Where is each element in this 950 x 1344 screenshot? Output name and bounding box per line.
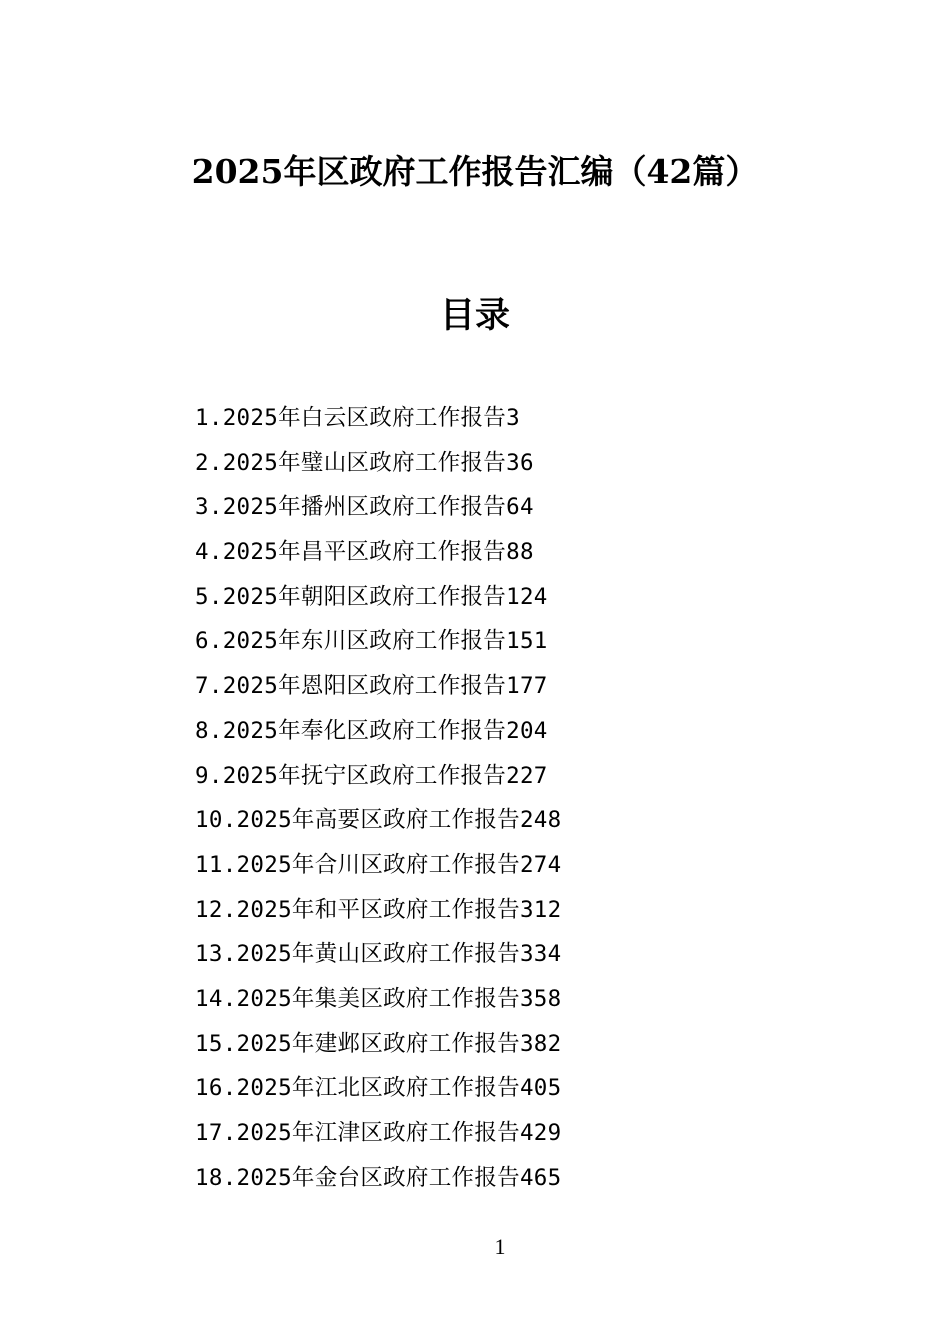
toc-entry-title: 2025年白云区政府工作报告 [222,405,507,431]
page-number: 1 [494,1234,506,1259]
toc-entry-number: 5. [195,583,223,610]
toc-entry-page: 64 [506,494,534,521]
toc-entry-number: 17. [195,1120,237,1146]
toc-entry[interactable] [195,932,561,977]
toc-entry-title: 2025年江津区政府工作报告 [236,1120,520,1146]
toc-entry-title: 2025年高要区政府工作报告 [236,807,520,834]
toc-entry-number: 10. [195,807,237,834]
toc-entry[interactable] [195,754,561,799]
toc-entry-number: 9. [195,762,223,789]
toc-entry-number: 11. [195,851,237,878]
table-of-contents [195,396,561,1200]
toc-entry[interactable] [195,485,561,530]
toc-entry-title: 2025年东川区政府工作报告 [222,628,507,655]
toc-entry-number: 18. [195,1164,237,1191]
toc-entry-title: 2025年奉化区政府工作报告 [222,717,507,744]
document-title: 2025年区政府工作报告汇编（42篇） [191,152,759,192]
toc-entry-number: 1. [195,405,223,431]
toc-entry-number: 12. [195,896,237,923]
toc-entry-page: 334 [519,941,562,968]
toc-entry-title: 2025年黄山区政府工作报告 [236,941,520,968]
toc-entry-title: 2025年金台区政府工作报告 [236,1164,520,1191]
toc-entry-title: 2025年朝阳区政府工作报告 [222,583,507,610]
toc-entry[interactable] [195,709,561,754]
toc-entry-number: 16. [195,1075,237,1102]
toc-entry-page: 227 [506,762,548,789]
toc-entry-page: 429 [519,1120,562,1146]
toc-entry-page: 248 [519,807,562,834]
toc-entry[interactable] [195,1111,561,1156]
toc-entry[interactable] [195,1022,561,1067]
toc-entry[interactable] [195,441,561,486]
toc-entry[interactable] [195,798,561,843]
toc-entry-title: 2025年璧山区政府工作报告 [222,449,507,476]
toc-entry-number: 8. [195,717,223,744]
toc-entry-number: 6. [195,628,223,655]
toc-entry[interactable] [195,664,561,709]
toc-entry-number: 13. [195,941,237,968]
toc-entry-page: 274 [519,851,562,878]
toc-entry-page: 405 [519,1075,562,1102]
toc-entry-number: 3. [195,494,223,521]
toc-entry-page: 3 [506,405,520,431]
toc-entry-title: 2025年和平区政府工作报告 [236,896,520,923]
toc-entry-page: 312 [519,896,562,923]
toc-entry[interactable] [195,1066,561,1111]
toc-entry[interactable] [195,1156,561,1201]
toc-entry-number: 15. [195,1030,237,1057]
toc-entry-page: 124 [506,583,548,610]
toc-entry[interactable] [195,530,561,575]
toc-entry-title: 2025年昌平区政府工作报告 [222,539,507,566]
toc-entry-title: 2025年合川区政府工作报告 [236,851,520,878]
toc-entry-page: 204 [506,717,548,744]
toc-entry[interactable] [195,575,561,620]
toc-entry-page: 358 [519,985,562,1012]
toc-entry-page: 382 [519,1030,562,1057]
toc-entry-page: 88 [506,539,534,566]
toc-entry-page: 465 [519,1164,562,1191]
toc-entry[interactable] [195,396,561,441]
toc-entry[interactable] [195,888,561,933]
toc-entry-title: 2025年恩阳区政府工作报告 [222,673,507,700]
toc-entry[interactable] [195,843,561,888]
toc-entry[interactable] [195,977,561,1022]
toc-entry-page: 151 [506,628,548,655]
toc-entry-title: 2025年建邺区政府工作报告 [236,1030,520,1057]
toc-entry-page: 36 [506,449,534,476]
toc-entry-number: 2. [195,449,223,476]
toc-entry-title: 2025年播州区政府工作报告 [222,494,507,521]
toc-entry-title: 2025年江北区政府工作报告 [236,1075,520,1102]
toc-entry-number: 7. [195,673,223,700]
toc-heading: 目录 [439,295,510,337]
toc-entry-number: 14. [195,985,237,1012]
toc-entry-title: 2025年抚宁区政府工作报告 [222,762,507,789]
toc-entry-title: 2025年集美区政府工作报告 [236,985,520,1012]
toc-entry[interactable] [195,619,561,664]
toc-entry-page: 177 [506,673,548,700]
toc-entry-number: 4. [195,539,223,566]
